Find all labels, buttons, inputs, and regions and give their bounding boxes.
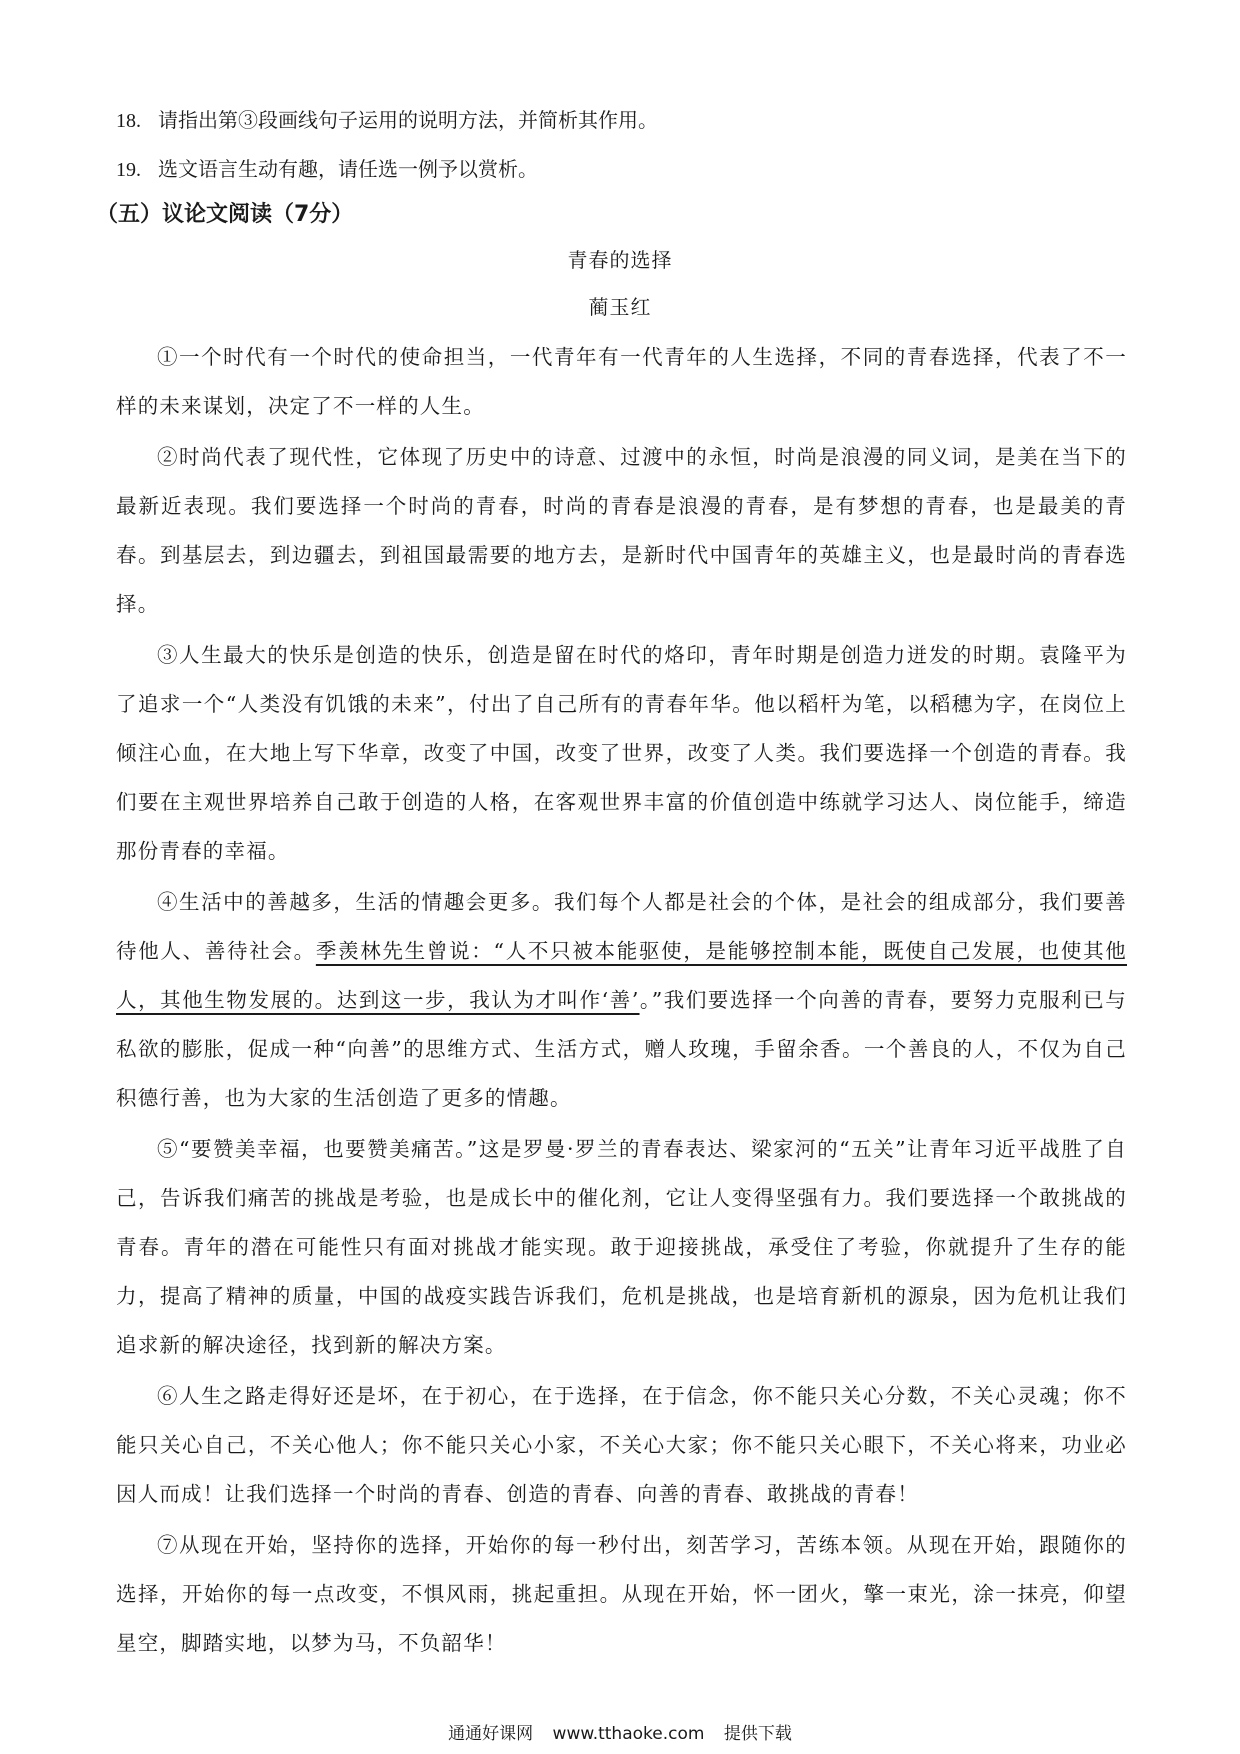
question-19 bbox=[116, 155, 538, 184]
footer bbox=[0, 1719, 1240, 1744]
paragraph-2: ②时尚代表了现代性，它体现了历史中的诗意、过渡中的永恒，时尚是浪漫的同义词，是美在当下的最新近表现。我们要选择一个时尚的青春，时尚的青春是浪漫的青春，是有梦想的青春，也是最美的青春。到基层去，到边疆去，到祖国最需要的地方去，是新时代中国青年的英雄主义，也是最时尚的青春选择。 bbox=[116, 445, 1127, 616]
question-text: 请指出第③段画线句子运用的说明方法，并简析其作用。 bbox=[158, 108, 658, 132]
paragraph-6: ⑥人生之路走得好还是坏，在于初心，在于选择，在于信念，你不能只关心分数，不关心灵魂；你不能只关心自己，不关心他人；你不能只关心小家，不关心大家；你不能只关心眼下，不关心将来，功业必因人而成！让我们选择一个时尚的青春、创造的青春、向善的青春、敢挑战的青春！ bbox=[116, 1384, 1127, 1506]
question-18 bbox=[116, 106, 658, 135]
paragraph-7: ⑦从现在开始，坚持你的选择，开始你的每一秒付出，刻苦学习，苦练本领。从现在开始，跟随你的选择，开始你的每一点改变，不惧风雨，挑起重担。从现在开始，怀一团火，擎一束光，涂一抹亮，仰望星空，脚踏实地，以梦为马，不负韶华！ bbox=[116, 1533, 1127, 1655]
essay-body bbox=[116, 333, 1127, 1670]
paragraph-4-intro: ④生活中的善越多，生活的情趣会更多。我们每个人都是社会的个体，是社会的组成部分，我们要善待他人、善待社会。 bbox=[116, 890, 1127, 963]
footer-site-name: 通通好课网 bbox=[448, 1724, 534, 1744]
essay-author: 蔺玉红 bbox=[588, 295, 652, 319]
essay-title: 青春的选择 bbox=[567, 248, 673, 272]
footer-url[interactable]: www.tthaoke.com bbox=[552, 1724, 705, 1744]
question-number: 19. bbox=[116, 159, 141, 181]
footer-suffix: 提供下载 bbox=[723, 1724, 792, 1744]
paragraph-5: ⑤“要赞美幸福，也要赞美痛苦。”这是罗曼·罗兰的青春表达、梁家河的“五关”让青年习近平战胜了自己，告诉我们痛苦的挑战是考验，也是成长中的催化剂，它让人变得坚强有力。我们要选择一个敢挑战的青春。青年的潜在可能性只有面对挑战才能实现。敢于迎接挑战，承受住了考验，你就提升了生存的能力，提高了精神的质量，中国的战疫实践告诉我们，危机是挑战，也是培育新机的源泉，因为危机让我们追求新的解决途径，找到新的解决方案。 bbox=[116, 1137, 1127, 1357]
question-number: 18. bbox=[116, 110, 141, 132]
question-text: 选文语言生动有趣，请任选一例予以赏析。 bbox=[158, 157, 538, 181]
section-header: （五）议论文阅读（7分） bbox=[96, 202, 354, 227]
paragraph-4-rest: 。”我们要选择一个向善的青春，要努力克服利已与私欲的膨胀，促成一种“向善”的思维方式、生活方式，赠人玫瑰，手留余香。一个善良的人，不仅为自己积德行善，也为大家的生活创造了更多的情趣。 bbox=[116, 988, 1127, 1110]
underlined-quote: 季羡林先生曾说：“人不只被本能驱使，是能够控制本能，既使自己发展，也使其他人，其他生物发展的。达到这一步，我认为才叫作‘善’ bbox=[116, 939, 1127, 1012]
paragraph-1: ①一个时代有一个时代的使命担当，一代青年有一代青年的人生选择，不同的青春选择，代表了不一样的未来谋划，决定了不一样的人生。 bbox=[116, 345, 1127, 418]
paragraph-3: ③人生最大的快乐是创造的快乐，创造是留在时代的烙印，青年时期是创造力迸发的时期。袁隆平为了追求一个“人类没有饥饿的未来”，付出了自己所有的青春年华。他以稻杆为笔，以稻穗为字，在岗位上倾注心血，在大地上写下华章，改变了中国，改变了世界，改变了人类。我们要选择一个创造的青春。我们要在主观世界培养自己敢于创造的人格，在客观世界丰富的价值创造中练就学习达人、岗位能手，缔造那份青春的幸福。 bbox=[116, 643, 1127, 863]
paragraph-4 bbox=[116, 878, 1127, 1123]
